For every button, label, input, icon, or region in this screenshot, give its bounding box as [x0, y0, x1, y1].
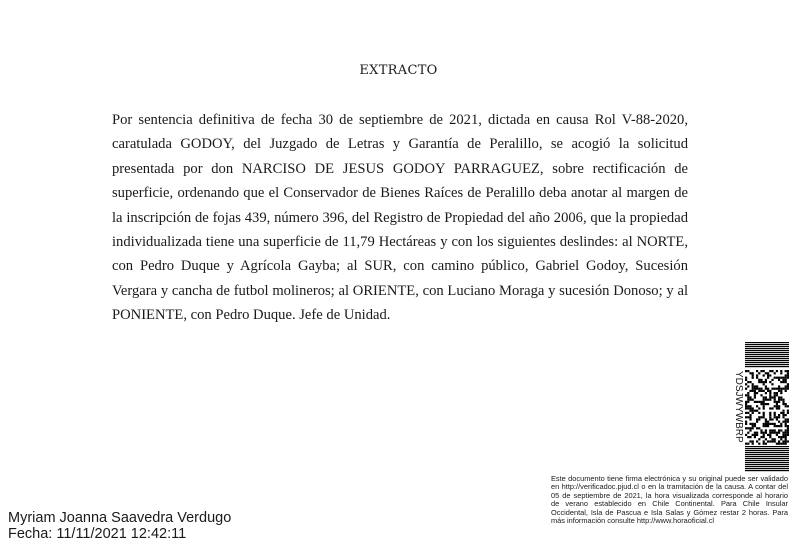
signer-name: Myriam Joanna Saavedra Verdugo: [8, 510, 232, 526]
verification-code-block: [731, 342, 789, 472]
signature-date: Fecha: 11/11/2021 12:42:11: [8, 526, 187, 542]
signature-block: [8, 510, 231, 542]
verification-notice: Este documento tiene firma electrónica y su original puede ser validado en http://verificadoc.pjud.cl o en la tramitación de la causa. A contar del 05 de septiembre de 2021, la hora visualizada corresponde al horario de verano establecido en Chile Continental. Para Chile Insular Occidental, Isla de Pascua e Isla Salas y Gómez restar 2 horas. Para más información consulte http://www.horaoficial.cl: [551, 474, 788, 526]
verification-code-text: YDSJWYWBRP: [733, 371, 744, 443]
document-title: EXTRACTO: [359, 63, 438, 78]
document-body: Por sentencia definitiva de fecha 30 de septiembre de 2021, dictada en causa Rol V-88-2020, caratulada GODOY, del Juzgado de Letras y Garantía de Peralillo, se acogió la solicitud presentada por don NARCISO DE JESUS GODOY PARRAGUEZ, sobre rectificación de superficie, ordenando que el Conservador de Bienes Raíces de Peralillo deba anotar al margen de la inscripción de fojas 439, número 396, del Registro de Propiedad del año 2006, que la propiedad individualizada tiene una superficie de 11,79 Hectáreas y con los siguientes deslindes: al NORTE, con Pedro Duque y Agrícola Gayba; al SUR, con camino público, Gabriel Godoy, Sucesión Vergara y cancha de futbol molineros; al ORIENTE, con Luciano Moraga y sucesión Donoso; y al PONIENTE, con Pedro Duque. Jefe de Unidad.: [112, 112, 688, 324]
barcode-image: [745, 342, 789, 472]
